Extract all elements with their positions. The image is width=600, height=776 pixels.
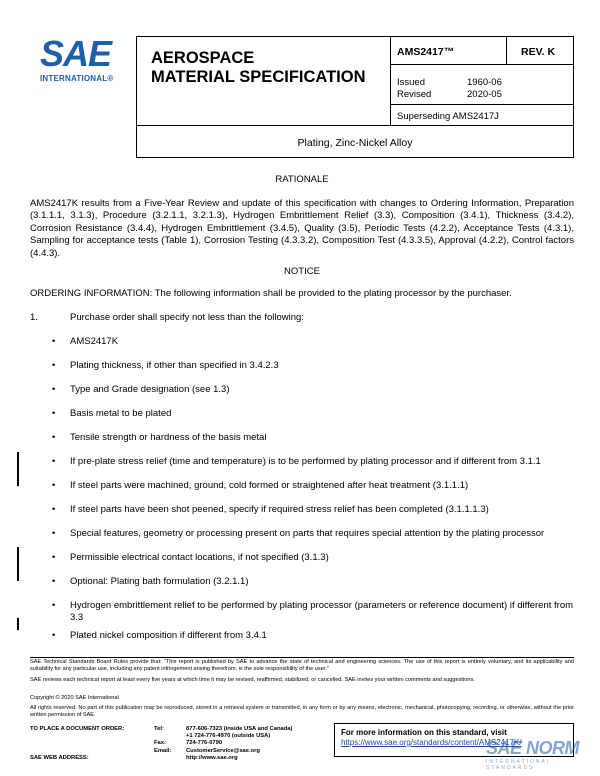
issued-date: 1960-06 [467,77,502,88]
list-item-text: AMS2417K [70,336,119,347]
list-item-text: Special features, geometry or processing present on parts that requires special attention by the plating processor [70,528,545,539]
list-item [52,360,580,372]
bullet-icon: • [52,384,56,395]
list-item [52,384,580,396]
list-item [52,528,580,540]
issue-dates [391,65,574,105]
title-line-2: MATERIAL SPECIFICATION [151,68,366,86]
footer-rights: All rights reserved. No part of this publication may be reproduced, stored in a retrieval system or transmitted, in any form or by any means, electronic, mechanical, photocopying, recording, or otherwise, without the prior written permission of SAE. [30,705,574,718]
document-number: AMS2417™ [391,37,507,65]
web-link[interactable]: http://www.sae.org [186,754,238,761]
footer-divider [30,657,574,658]
sae-norm-watermark [486,738,596,776]
footer-copyright: Copyright © 2020 SAE International [30,695,119,701]
list-item [52,408,580,420]
email-label: Email: [154,747,172,754]
issued-label: Issued [397,77,425,88]
rationale-text: AMS2417K results from a Five-Year Review and update of this specification with changes to Ordering Information, Preparation (3.1.1.1, 3.1.3), Procedure (3.2.1.1, 3.2.1.3), Hydrogen Embrittlement Relief (3.3), Composition (3.4.1), Thickness (3.4.2), Corrosion Resistance (3.4.4), Hydrogen Embrittlement (3.4.5), Quality (3.5), Periodic Tests (4.2.2), Acceptance Tests (4.3.1), Sampling for acceptance tests (Table 1), Corrosion Testing (4.3.3.2), Composition Test (4.3.3.5), Approval (4.2.2), Control factors (4.4.3). [30,198,574,259]
list-item [52,432,580,444]
list-item-text: If steel parts were machined, ground, cold formed or straightened after heat treatment (3.1.1.1) [70,480,469,491]
bullet-icon: • [52,360,56,371]
tel-value-intl: +1 724-776-4970 (outside USA) [186,733,271,740]
bullet-icon: • [52,504,56,515]
footer-review-note: SAE reviews each technical report at least every five years at which time it may be revised, reaffirmed, stabilized, or cancelled. SAE invites your written comments and suggestions. [30,677,475,683]
list-item-text: Plated nickel composition if different from 3.4.1 [70,630,267,641]
bullet-icon: • [52,336,56,347]
item-number: 1. [30,312,38,323]
list-item-text: Basis metal to be plated [70,408,172,419]
logo-mark: SAE [40,33,112,74]
watermark-text: SAE NORM [486,738,580,758]
list-item-text: Tensile strength or hardness of the basis metal [70,432,267,443]
list-item-text: Type and Grade designation (see 1.3) [70,384,230,395]
bullet-icon: • [52,630,56,641]
list-item [52,552,580,564]
list-item-text: Optional: Plating bath formulation (3.2.1.1) [70,576,249,587]
email-value[interactable]: CustomerService@sae.org [186,747,260,754]
watermark-subtext: INTERNATIONAL STANDARDS [486,759,552,771]
numbered-item [30,312,574,323]
rationale-heading: RATIONALE [275,174,329,185]
superseding-note: Superseding AMS2417J [397,111,499,122]
bullet-icon: • [52,552,56,563]
change-bar [17,452,19,486]
list-item [52,504,580,516]
sae-logo [40,33,120,86]
list-item [52,456,580,468]
bullet-icon: • [52,408,56,419]
list-item [52,600,580,624]
list-item [52,336,580,348]
change-bar [17,618,19,630]
fax-label: Fax: [154,740,166,747]
bullet-icon: • [52,480,56,491]
change-bar [17,547,19,581]
list-item-text: If steel parts have been shot peened, specify if required stress relief has been completed (3.1.1.1.3) [70,504,489,515]
ordering-information: ORDERING INFORMATION: The following information shall be provided to the plating processor by the purchaser. [30,288,512,299]
bullet-icon: • [52,600,56,611]
list-item [52,480,580,492]
order-contact-block [30,726,340,762]
order-label: TO PLACE A DOCUMENT ORDER: [30,726,125,732]
list-item [52,630,580,642]
spec-subject: Plating, Zinc-Nickel Alloy [136,126,574,158]
more-info-title: For more information on this standard, visit [341,728,507,737]
tel-value: 877-606-7323 (inside USA and Canada) [186,726,293,732]
spec-header [136,36,574,126]
logo-subtext: INTERNATIONAL® [40,74,114,83]
bullet-icon: • [52,456,56,467]
item-text: Purchase order shall specify not less than the following: [70,312,304,323]
spec-type-title [137,37,391,125]
web-label: SAE WEB ADDRESS: [30,754,89,761]
revision-label: REV. K [507,37,574,65]
footer-rules-note: SAE Technical Standards Board Rules provide that: “This report is published by SAE to advance the state of technical and engineering sciences. The use of this report is entirely voluntary, and its applicability and suitability for any particular use, including any patent infringement arising therefrom, is the sole responsibility of the user.” [30,659,574,672]
list-item-text: If pre-plate stress relief (time and temperature) is to be performed by plating processor and if different from 3.1.1 [70,456,541,467]
revised-label: Revised [397,89,432,100]
bullet-icon: • [52,528,56,539]
standard-url-link[interactable]: https://www.sae.org/standards/content/AMS2417K/ [341,738,522,747]
list-item-text: Plating thickness, if other than specified in 3.4.2.3 [70,360,279,371]
list-item-text: Hydrogen embrittlement relief to be performed by plating processor (parameters or reference document) if different from 3.3 [70,600,574,623]
tel-label: Tel: [154,726,164,732]
list-item-text: Permissible electrical contact locations, if not specified (3.1.3) [70,552,329,563]
list-item [52,576,580,588]
title-line-1: AEROSPACE [151,49,255,67]
bullet-icon: • [52,432,56,443]
notice-heading: NOTICE [284,266,320,277]
fax-value: 724-776-0790 [186,740,223,747]
revised-date: 2020-05 [467,89,502,100]
bullet-icon: • [52,576,56,587]
